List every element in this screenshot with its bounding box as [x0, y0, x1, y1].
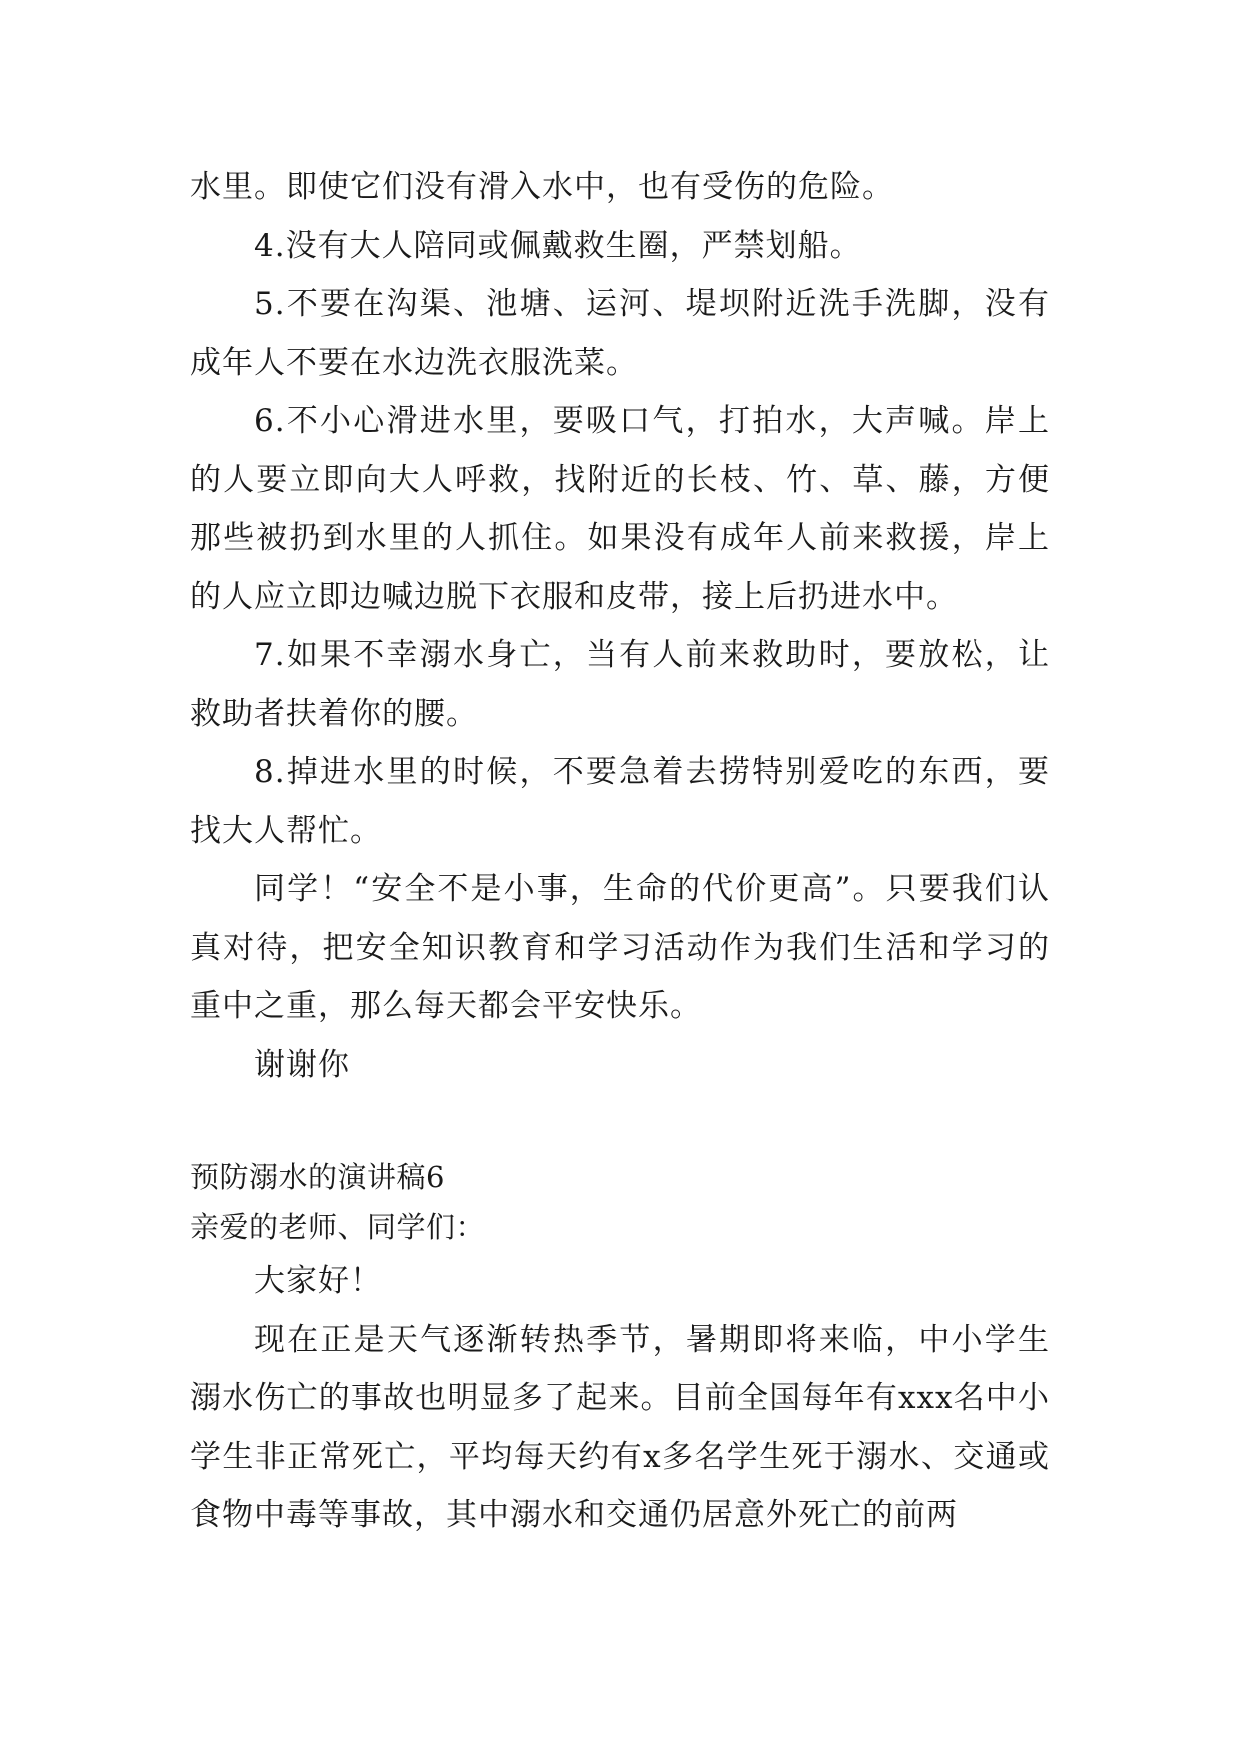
paragraph-item-6: 6.不小心滑进水里，要吸口气，打拍水，大声喊。岸上的人要立即向大人呼救，找附近的长枝、竹、草、藤，方便那些被扔到水里的人抓住。如果没有成年人前来救援，岸上的人应立即边喊边脱下衣服和皮带，接上后扔进水中。: [190, 403, 1050, 615]
paragraph-continuation: 水里。即使它们没有滑入水中，也有受伤的危险。: [190, 169, 894, 205]
salutation: 亲爱的老师、同学们：: [190, 1210, 486, 1244]
section-title: 预防溺水的演讲稿6: [190, 1160, 445, 1194]
paragraph-intro: 现在正是天气逐渐转热季节，暑期即将来临，中小学生溺水伤亡的事故也明显多了起来。目前全国每年有xxx名中小学生非正常死亡，平均每天约有x多名学生死于溺水、交通或食物中毒等事故，其中溺水和交通仍居意外死亡的前两: [190, 1321, 1050, 1533]
paragraph-item-5: 5.不要在沟渠、池塘、运河、堤坝附近洗手洗脚，没有成年人不要在水边洗衣服洗菜。: [190, 286, 1050, 381]
paragraph-item-8: 8.掉进水里的时候，不要急着去捞特别爱吃的东西，要找大人帮忙。: [190, 754, 1050, 849]
paragraph-item-4: 4.没有大人陪同或佩戴救生圈，严禁划船。: [254, 227, 862, 264]
paragraph-greeting: 大家好！: [254, 1263, 382, 1299]
document-body: [190, 158, 1050, 1545]
paragraph-item-7: 7.如果不幸溺水身亡，当有人前来救助时，要放松，让救助者扶着你的腰。: [190, 637, 1050, 732]
paragraph-closing-remarks: 同学！“安全不是小事，生命的代价更高”。只要我们认真对待，把安全知识教育和学习活动作为我们生活和学习的重中之重，那么每天都会平安快乐。: [190, 871, 1050, 1024]
section-spacer: [190, 1094, 1050, 1152]
paragraph-thanks: 谢谢你: [254, 1046, 350, 1083]
